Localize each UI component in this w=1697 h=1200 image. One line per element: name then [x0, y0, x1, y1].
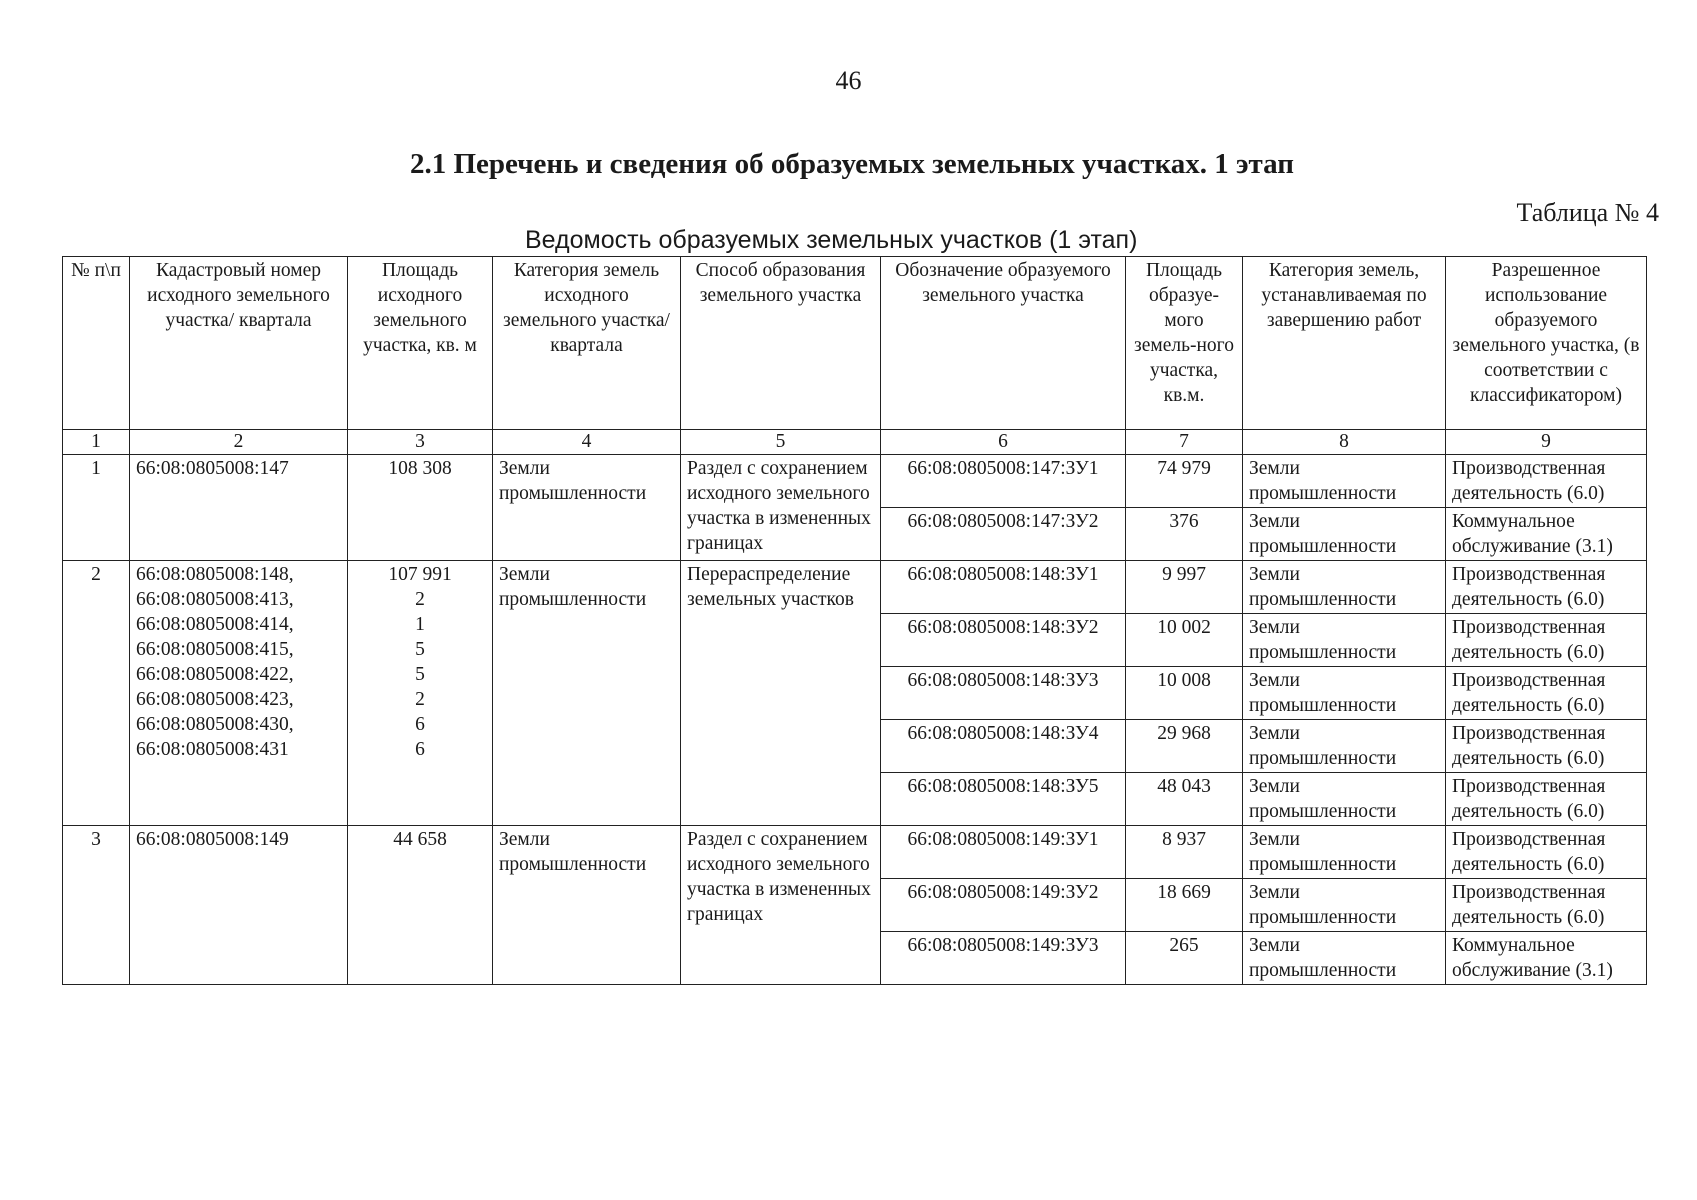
land-parcels-table — [62, 256, 1647, 985]
header-cell: Площадь исходного земельного участка, кв. м — [348, 257, 493, 430]
header-cell: Категория земель исходного земельного участка/ квартала — [493, 257, 681, 430]
header-cell: Способ образования земельного участка — [681, 257, 881, 430]
parcel-area: 9 997 — [1126, 561, 1243, 614]
parcel-permitted-use: Производственная деятельность (6.0) — [1446, 826, 1647, 879]
parcel-area: 10 002 — [1126, 614, 1243, 667]
header-cell: Обозначение образуемого земельного участка — [881, 257, 1126, 430]
header-cell: Кадастровый номер исходного земельного участка/ квартала — [130, 257, 348, 430]
source-area: 44 658 — [348, 826, 493, 985]
table-row — [63, 561, 1647, 614]
formation-method: Раздел с сохранением исходного земельного участка в измененных границах — [681, 826, 881, 985]
parcel-designation: 66:08:0805008:148:ЗУ3 — [881, 667, 1126, 720]
table-row — [63, 455, 1647, 508]
parcel-designation: 66:08:0805008:148:ЗУ2 — [881, 614, 1126, 667]
source-category: Земли промышленности — [493, 455, 681, 561]
source-cadastral-number: 66:08:0805008:148, 66:08:0805008:413, 66:08:0805008:414, 66:08:0805008:415, 66:08:0805008:422, 66:08:0805008:423, 66:08:0805008:430, 66:08:0805008:431 — [130, 561, 348, 826]
parcel-permitted-use: Производственная деятельность (6.0) — [1446, 773, 1647, 826]
table-row — [63, 826, 1647, 879]
source-area: 107 991 2 1 5 5 2 6 6 — [348, 561, 493, 826]
parcel-area: 74 979 — [1126, 455, 1243, 508]
parcel-area: 376 — [1126, 508, 1243, 561]
parcel-designation: 66:08:0805008:149:ЗУ1 — [881, 826, 1126, 879]
parcel-area: 10 008 — [1126, 667, 1243, 720]
table-caption: Ведомость образуемых земельных участков (1 этап) — [525, 226, 1138, 254]
row-number: 1 — [63, 455, 130, 561]
parcel-designation: 66:08:0805008:149:ЗУ2 — [881, 879, 1126, 932]
column-number: 2 — [130, 430, 348, 455]
page-number: 46 — [835, 66, 862, 95]
column-number: 7 — [1126, 430, 1243, 455]
column-number: 4 — [493, 430, 681, 455]
parcel-area: 265 — [1126, 932, 1243, 985]
header-cell: Категория земель, устанавливаемая по завершению работ — [1243, 257, 1446, 430]
parcel-permitted-use: Производственная деятельность (6.0) — [1446, 614, 1647, 667]
parcel-designation: 66:08:0805008:148:ЗУ4 — [881, 720, 1126, 773]
parcel-category: Земли промышленности — [1243, 720, 1446, 773]
parcel-area: 8 937 — [1126, 826, 1243, 879]
parcel-category: Земли промышленности — [1243, 455, 1446, 508]
source-category: Земли промышленности — [493, 826, 681, 985]
header-cell: № п\п — [63, 257, 130, 430]
table-number: Таблица № 4 — [1516, 198, 1659, 227]
header-row — [63, 257, 1647, 430]
formation-method: Раздел с сохранением исходного земельного участка в измененных границах — [681, 455, 881, 561]
column-number-row — [63, 430, 1647, 455]
parcel-permitted-use: Коммунальное обслуживание (3.1) — [1446, 508, 1647, 561]
parcel-area: 29 968 — [1126, 720, 1243, 773]
parcel-permitted-use: Производственная деятельность (6.0) — [1446, 720, 1647, 773]
row-number: 3 — [63, 826, 130, 985]
column-number: 5 — [681, 430, 881, 455]
parcel-permitted-use: Производственная деятельность (6.0) — [1446, 879, 1647, 932]
parcel-category: Земли промышленности — [1243, 773, 1446, 826]
parcel-category: Земли промышленности — [1243, 561, 1446, 614]
parcel-designation: 66:08:0805008:148:ЗУ1 — [881, 561, 1126, 614]
column-number: 9 — [1446, 430, 1647, 455]
parcel-area: 48 043 — [1126, 773, 1243, 826]
parcel-permitted-use: Производственная деятельность (6.0) — [1446, 667, 1647, 720]
column-number: 6 — [881, 430, 1126, 455]
parcel-designation: 66:08:0805008:149:ЗУ3 — [881, 932, 1126, 985]
parcel-category: Земли промышленности — [1243, 879, 1446, 932]
parcel-category: Земли промышленности — [1243, 932, 1446, 985]
parcel-category: Земли промышленности — [1243, 826, 1446, 879]
parcel-category: Земли промышленности — [1243, 667, 1446, 720]
row-number: 2 — [63, 561, 130, 826]
parcel-designation: 66:08:0805008:148:ЗУ5 — [881, 773, 1126, 826]
header-cell: Площадь образуе-мого земель-ного участка, кв.м. — [1126, 257, 1243, 430]
source-cadastral-number: 66:08:0805008:147 — [130, 455, 348, 561]
parcel-designation: 66:08:0805008:147:ЗУ2 — [881, 508, 1126, 561]
parcel-category: Земли промышленности — [1243, 508, 1446, 561]
source-cadastral-number: 66:08:0805008:149 — [130, 826, 348, 985]
parcel-category: Земли промышленности — [1243, 614, 1446, 667]
parcel-area: 18 669 — [1126, 879, 1243, 932]
column-number: 8 — [1243, 430, 1446, 455]
parcel-permitted-use: Коммунальное обслуживание (3.1) — [1446, 932, 1647, 985]
source-area: 108 308 — [348, 455, 493, 561]
column-number: 3 — [348, 430, 493, 455]
parcel-permitted-use: Производственная деятельность (6.0) — [1446, 561, 1647, 614]
header-cell: Разрешенное использование образуемого земельного участка, (в соответствии с классификатором) — [1446, 257, 1647, 430]
parcel-permitted-use: Производственная деятельность (6.0) — [1446, 455, 1647, 508]
formation-method: Перераспределение земельных участков — [681, 561, 881, 826]
column-number: 1 — [63, 430, 130, 455]
source-category: Земли промышленности — [493, 561, 681, 826]
parcel-designation: 66:08:0805008:147:ЗУ1 — [881, 455, 1126, 508]
section-title: 2.1 Перечень и сведения об образуемых земельных участках. 1 этап — [410, 148, 1294, 180]
